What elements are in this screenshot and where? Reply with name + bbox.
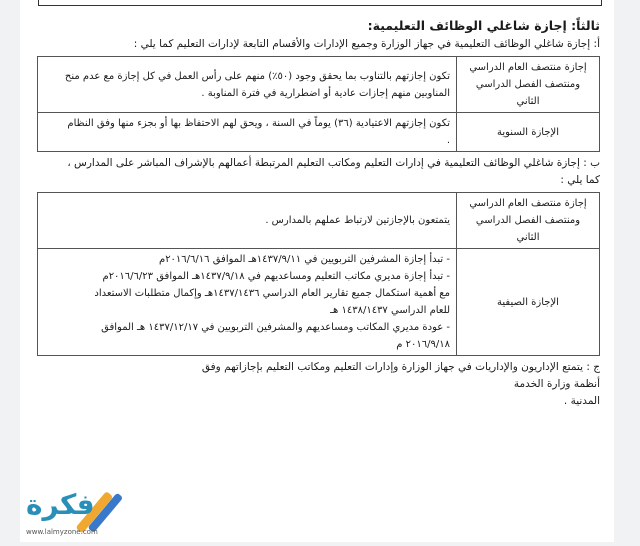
row-text: - تبدأ إجازة المشرفين التربويين في ١٤٣٧/٩/١١هـ الموافق ٢٠١٦/٦/١٦م (158, 254, 450, 265)
row-label: ومنتصف الفصل الدراسي الثاني (475, 79, 581, 107)
row-label: إجازة منتصف العام الدراسي (469, 62, 587, 73)
row-text: - عودة مديري المكاتب ومساعديهم والمشرفين التربويين في ١٤٣٧/١٢/١٧ هـ الموافق (101, 322, 450, 333)
part-c-line-1: ج : يتمتع الإداريون والإداريات في جهاز الوزارة وإدارات التعليم ومكاتب التعليم بإجازاتهم وفق أنظمة وزارة الخدمة (201, 361, 600, 390)
row-label: إجازة منتصف العام الدراسي (469, 198, 587, 209)
part-b-intro-2: كما يلي : (560, 174, 600, 186)
row-label: الإجازة السنوية (457, 113, 600, 152)
row-text: تكون إجازتهم الاعتيادية (٣٦) يوماً في السنة ، ويحق لهم الاحتفاظ بها أو بجزء منها وفق النظام (67, 118, 450, 129)
watermark-logo (4, 486, 144, 542)
watermark-brand: فكرة (26, 488, 95, 521)
section-title: ثالثاً: إجازة شاغلي الوظائف التعليمية: (367, 18, 600, 33)
document-page (20, 0, 614, 542)
table-row (38, 113, 600, 152)
row-text: يتمتعون بالإجازتين لارتباط عملهم بالمدارس . (38, 193, 457, 249)
watermark-site: www.lalmyzone.com (26, 528, 98, 536)
row-label: الإجازة الصيفية (457, 249, 600, 356)
part-b-intro: ب : إجازة شاغلي الوظائف التعليمية في إدارات التعليم ومكاتب التعليم المرتبطة أعمالهم بالإشراف المباشر على المدارس ، (67, 157, 600, 169)
row-text: تكون إجازتهم بالتناوب بما يحقق وجود (٥٠٪) منهم على رأس العمل في كل إجازة مع عدم منح (64, 70, 450, 82)
part-c-line-2: المدنية . (563, 395, 600, 407)
top-frame (38, 0, 602, 6)
row-text: ٢٠١٦/٩/١٨ م (396, 339, 450, 350)
part-a-intro: أ: إجازة شاغلي الوظائف التعليمية في جهاز الوزارة وجميع الإدارات والأقسام التابعة لإدارات التعليم كما يلي : (133, 38, 600, 50)
table-row (38, 249, 600, 356)
part-b-table (37, 192, 600, 356)
part-a-table (37, 56, 600, 152)
row-text: مع أهمية استكمال جميع تقارير العام الدراسي ١٤٣٧/١٤٣٦هـ وإكمال متطلبات الاستعداد (94, 288, 450, 299)
row-text: للعام الدراسي ١٤٣٨/١٤٣٧ هـ (330, 305, 450, 316)
table-row (38, 57, 600, 113)
table-row (38, 193, 600, 249)
row-text: - تبدأ إجازة مديري مكاتب التعليم ومساعديهم في ١٤٣٧/٩/١٨هـ الموافق ٢٠١٦/٦/٢٣م (102, 271, 450, 282)
row-text: المناوبين منهم إجازات عادية أو اضطرارية في فترة المناوبة . (201, 87, 450, 99)
row-label: ومنتصف الفصل الدراسي الثاني (475, 215, 581, 243)
row-text: . (446, 135, 450, 146)
